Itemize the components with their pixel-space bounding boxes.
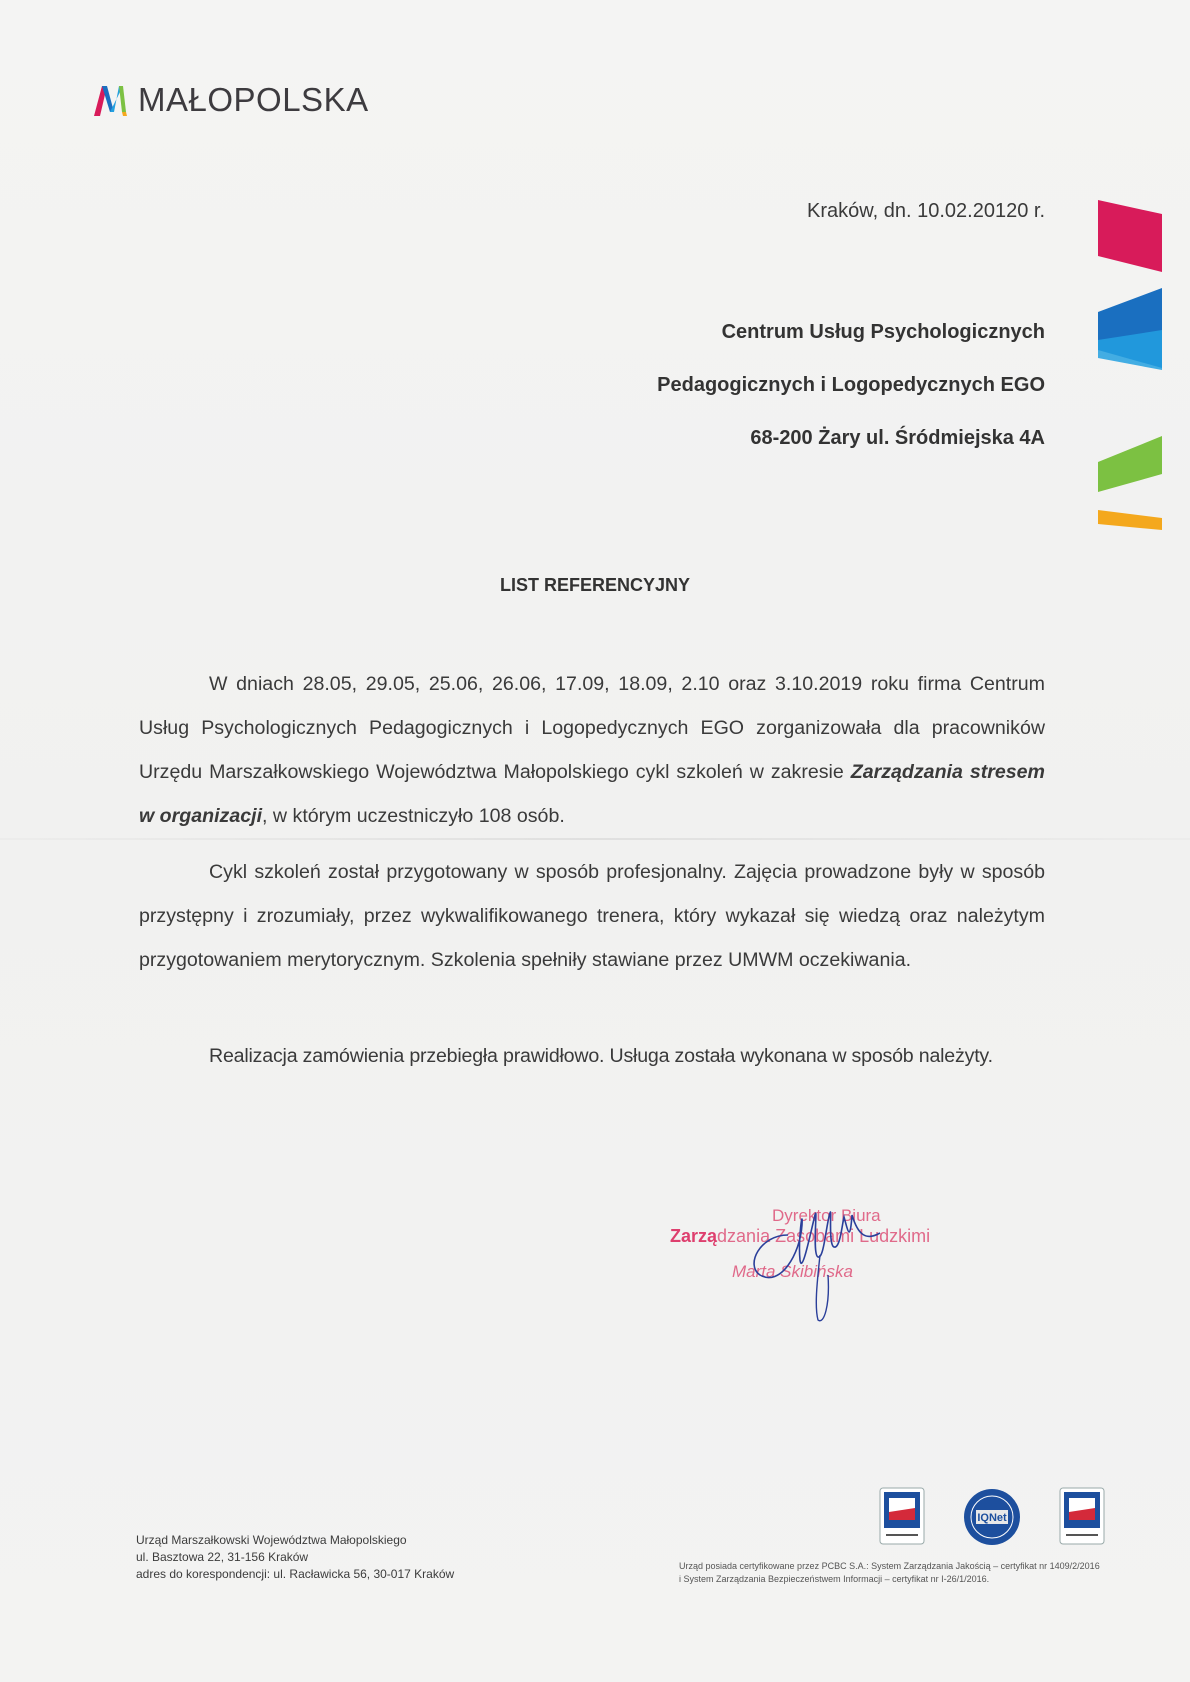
recipient-block: [657, 306, 1045, 465]
paragraph-2: [139, 850, 1045, 982]
certification-note-line-1: Urząd posiada certyfikowane przez PCBC S.A.: System Zarządzania Jakością – certyfikat nr 1409/2/2016: [679, 1561, 1100, 1571]
stripe-orange: [1098, 510, 1162, 530]
brand-stripes-graphic: [1096, 200, 1162, 540]
certification-badges: [878, 1486, 1106, 1548]
iqnet-cert-icon: [964, 1489, 1020, 1545]
certification-note: [679, 1560, 1100, 1586]
place-and-date: Kraków, dn. 10.02.20120 r.: [807, 200, 1045, 222]
recipient-line-1: Centrum Usług Psychologicznych: [721, 321, 1045, 343]
recipient-line-2: Pedagogicznych i Logopedycznych EGO: [657, 374, 1045, 396]
stamp-signatory-name: Marta Skibińska: [732, 1262, 853, 1281]
recipient-line-3: 68-200 Żary ul. Śródmiejska 4A: [750, 427, 1045, 449]
malopolska-logo: [92, 80, 369, 120]
pcbc-quality-cert-icon: [880, 1488, 924, 1544]
malopolska-m-icon: [92, 82, 130, 118]
footer-address-line-1: Urząd Marszałkowski Województwa Małopolskiego: [136, 1533, 407, 1547]
letter-title: LIST REFERENCYJNY: [499, 575, 691, 595]
paper-fold-line: [0, 838, 1190, 840]
certification-note-line-2: i System Zarządzania Bezpieczeństwem Informacji – certyfikat nr I-26/1/2016.: [679, 1574, 990, 1584]
iqnet-label: IQNet: [977, 1512, 1007, 1524]
paragraph-1: [139, 662, 1045, 838]
footer-address: [136, 1532, 454, 1583]
footer-address-line-3: adres do korespondencji: ul. Racławicka 56, 30-017 Kraków: [136, 1567, 455, 1581]
stamp-line-2-bold: Zarzą: [670, 1226, 718, 1246]
pcbc-security-cert-icon: [1060, 1488, 1104, 1544]
logo-text: MAŁOPOLSKA: [138, 81, 369, 118]
stripe-green: [1098, 436, 1162, 492]
stamp-line-1: Dyrektor Biura: [772, 1206, 881, 1225]
paragraph-3: [139, 1034, 1045, 1078]
paragraph-2-text: Cykl szkoleń został przygotowany w sposób profesjonalny. Zajęcia prowadzone były w sposób przystępny i zrozumiały, przez wykwalifikowanego trenera, który wykazał się wiedzą oraz należytym przygotowaniem merytorycznym. Szkolenia spełniły stawiane przez UMWM oczekiwania.: [139, 861, 1045, 971]
stamp-line-2-rest: dzania Zasobami Ludzkimi: [717, 1226, 931, 1246]
handwritten-signature: [740, 1195, 910, 1325]
footer-address-line-2: ul. Basztowa 22, 31-156 Kraków: [136, 1550, 309, 1564]
training-topic: Zarządzania stresem w organizacji: [139, 761, 1045, 827]
paragraph-3-text: Realizacja zamówienia przebiegła prawidłowo. Usługa została wykonana w sposób należyty.: [209, 1045, 993, 1067]
paragraph-1-end: , w którym uczestniczyło 108 osób.: [262, 805, 565, 827]
stripe-magenta: [1098, 200, 1162, 272]
paragraph-1-text: W dniach 28.05, 29.05, 25.06, 26.06, 17.09, 18.09, 2.10 oraz 3.10.2019 roku firma Centrum Usług Psychologicznych Pedagogicznych i Logopedycznych EGO zorganizowała dla pracowników Urzędu Marszałkowskiego Województwa Małopolskiego cykl szkoleń w zakresie: [139, 673, 1045, 783]
